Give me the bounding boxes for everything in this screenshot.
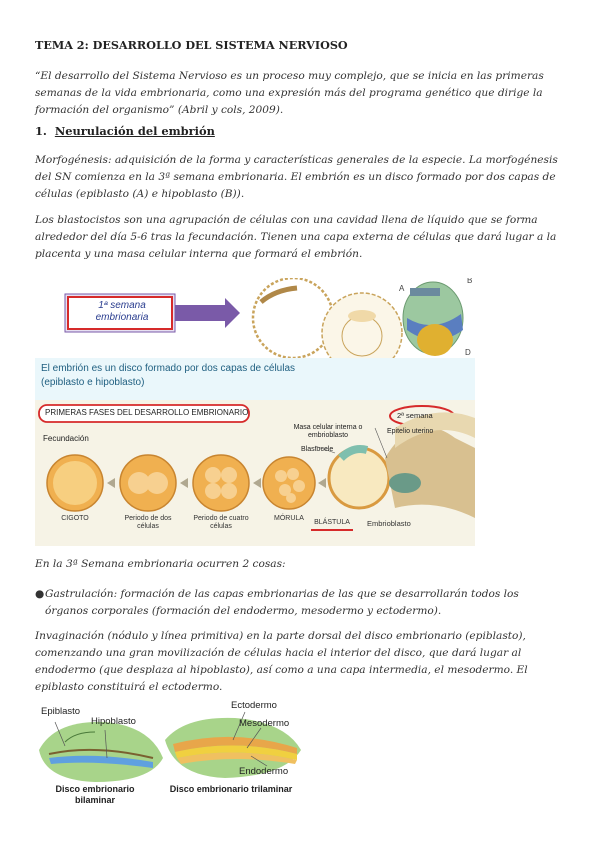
section-number: 1. xyxy=(35,124,47,138)
stage-label: MÓRULA xyxy=(274,515,304,522)
cigoto-cell xyxy=(47,455,103,511)
embryo-phases-figure xyxy=(35,278,475,546)
stage-label: CIGOTO xyxy=(61,515,89,522)
gastrulacion-bullet xyxy=(35,586,563,620)
section-title: Neurulación del embrión xyxy=(54,124,215,138)
intro-quote: “El desarrollo del Sistema Nervioso es un proceso muy complejo, que se inicia en las primeras semanas de la vida embrionaria, como una expresión más del programa genético que dirige la formación del organismo” (Abril y cols, 2009). xyxy=(35,70,544,116)
embryo-disc-figure xyxy=(35,700,307,810)
label-a: A xyxy=(399,284,405,293)
blastula-cell xyxy=(329,448,389,508)
two-cell-stage xyxy=(120,455,176,511)
disc-note: El embrión es un disco formado por dos capas de células (epiblasto e hipoblasto) xyxy=(41,363,296,388)
blastocele-label: Blastocele xyxy=(301,446,334,453)
bilaminar-caption: Disco embrionario bilaminar xyxy=(55,784,135,805)
embrioblasto-label: Embrioblasto xyxy=(367,519,411,528)
trilaminar-caption: Disco embrionario trilaminar xyxy=(169,784,293,794)
week1-label: 1ª semana embrionaria xyxy=(95,300,149,323)
gastrulacion-text: Gastrulación: formación de las capas embrionarias de las que se desarrollarán todos los órganos corporales (formación del endodermo, mesodermo y ectodermo). xyxy=(45,588,519,617)
stage-label: Periodo de cuatro células xyxy=(193,515,249,530)
fecundacion-label: Fecundación xyxy=(43,434,89,443)
blastocisto-paragraph: Los blastocistos son una agrupación de células con una cavidad llena de líquido que se forma alrededor del día 5-6 tras la fecundación. Tienen una capa externa de células que dará lugar a la placenta y una masa celular interna que formará el embrión. xyxy=(35,214,557,260)
stage-label: Periodo de dos células xyxy=(124,515,172,530)
phases-title: PRIMERAS FASES DEL DESARROLLO EMBRIONARIO xyxy=(45,408,249,417)
bullet-icon: ● xyxy=(35,588,45,600)
epitelio-label: Epitelio uterino xyxy=(387,428,434,435)
document-title: TEMA 2: DESARROLLO DEL SISTEMA NERVIOSO xyxy=(35,38,348,52)
mesodermo-label: Mesodermo xyxy=(239,718,290,729)
section-heading xyxy=(35,124,215,138)
stage-label: BLÁSTULA xyxy=(314,519,350,526)
label-d: D xyxy=(465,348,471,357)
hipoblasto-label: Hipoblasto xyxy=(91,716,136,727)
four-cell-stage xyxy=(193,455,249,511)
epiblasto-label: Epiblasto xyxy=(41,706,81,717)
ectodermo-label: Ectodermo xyxy=(231,700,277,711)
third-week-intro: En la 3ª Semana embrionaria ocurren 2 cosas: xyxy=(35,558,286,570)
week2-label: 2ª semana xyxy=(397,411,433,420)
invaginacion-paragraph: Invaginación (nódulo y línea primitiva) en la parte dorsal del disco embrionario (epiblasto), comenzando una gran movilización de células hacia el interior del disco, que dará lugar al endodermo (que desplaza al hipoblasto), así como a una capa intermedia, el mesodermo. El epiblasto constituirá el ectodermo. xyxy=(35,630,528,693)
morula-cell xyxy=(263,457,315,509)
morfogenesis-paragraph: Morfogénesis: adquisición de la forma y características generales de la especie. La morfogénesis del SN comienza en la 3ª semana embrionaria. El embrión es un disco formado por dos capas de células (epiblasto (A) e hipoblasto (B)). xyxy=(35,154,558,200)
masa-label: Masa celular interna o embrioblasto xyxy=(293,424,363,439)
endodermo-label: Endodermo xyxy=(239,766,289,777)
label-b: B xyxy=(467,278,473,285)
